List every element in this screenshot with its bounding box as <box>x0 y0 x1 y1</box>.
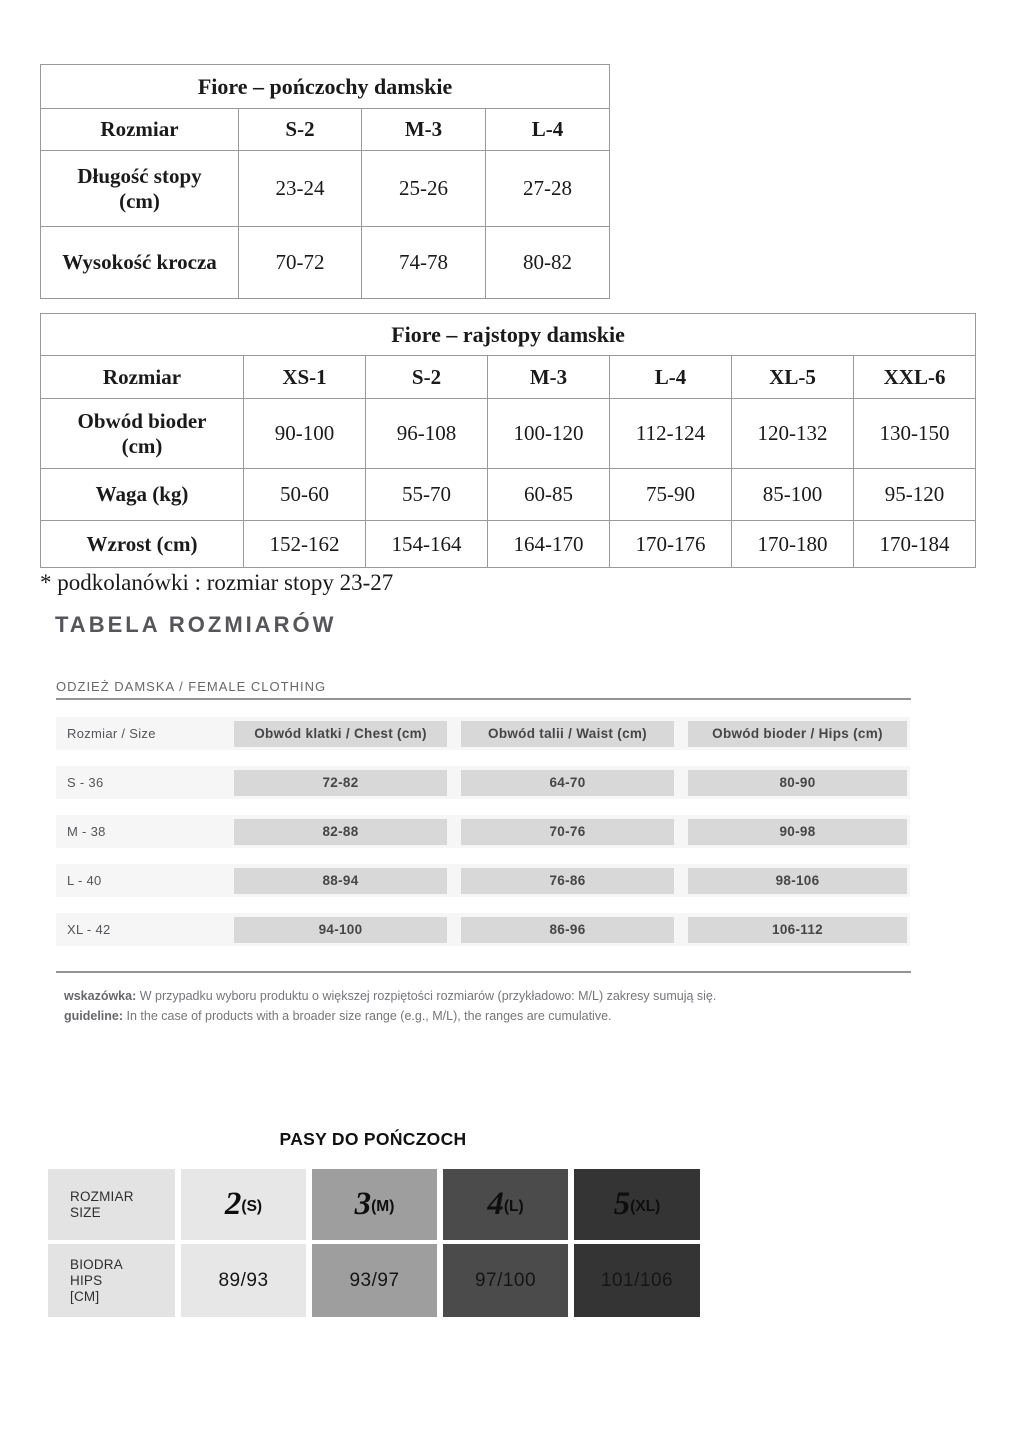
column-header: XL-5 <box>732 356 854 399</box>
column-header: M-3 <box>362 109 486 151</box>
size-cell: 120-132 <box>732 399 854 469</box>
garter-hips-row-label <box>48 1244 175 1317</box>
hint-pl-text: W przypadku wyboru produktu o większej rozpiętości rozmiarów (przykładowo: M/L) zakresy sumują się. <box>139 989 717 1003</box>
label-line: SIZE <box>70 1204 101 1220</box>
size-cell: 23-24 <box>239 151 362 227</box>
size-cell: 112-124 <box>610 399 732 469</box>
size-chart-header-row <box>56 717 910 750</box>
size-cell: 75-90 <box>610 469 732 521</box>
size-number: 4 <box>487 1186 504 1222</box>
size-label: S - 36 <box>67 775 104 790</box>
size-cell: 100-120 <box>488 399 610 469</box>
garter-hips-cell: 101/106 <box>574 1244 700 1317</box>
row-label: Wysokość krocza <box>41 227 239 299</box>
chest-value: 72-82 <box>234 770 447 796</box>
chest-value: 82-88 <box>234 819 447 845</box>
hint-en-text: In the case of products with a broader size range (e.g., M/L), the ranges are cumulative. <box>126 1009 612 1023</box>
column-header: XXL-6 <box>854 356 976 399</box>
size-cell: 90-100 <box>244 399 366 469</box>
row-label: Długość stopy (cm) <box>41 151 239 227</box>
row-label: Obwód bioder (cm) <box>41 399 244 469</box>
size-chart-row <box>56 815 910 848</box>
column-header: Rozmiar <box>41 109 239 151</box>
table-row <box>41 521 976 568</box>
tights-table-title: Fiore – rajstopy damskie <box>41 314 976 356</box>
stockings-title-row <box>41 65 610 109</box>
garter-hips-cell: 97/100 <box>443 1244 568 1317</box>
tights-header-row <box>41 356 976 399</box>
size-number: 5 <box>613 1186 631 1222</box>
column-header-hips: Obwód bioder / Hips (cm) <box>688 721 907 747</box>
size-cell: 25-26 <box>362 151 486 227</box>
size-label: L - 40 <box>67 873 102 888</box>
garter-hips-cell: 93/97 <box>312 1244 437 1317</box>
column-header: L-4 <box>610 356 732 399</box>
kneesocks-footnote: * podkolanówki : rozmiar stopy 23-27 <box>40 570 394 595</box>
row-label: Wzrost (cm) <box>41 521 244 568</box>
label-line: BIODRA <box>70 1256 123 1272</box>
stockings-header-row <box>41 109 610 151</box>
size-number: 2 <box>224 1186 242 1222</box>
size-label: M - 38 <box>67 824 106 839</box>
hint-pl <box>64 986 716 1006</box>
table-row <box>41 399 976 469</box>
size-cell: 170-184 <box>854 521 976 568</box>
size-cell: 152-162 <box>244 521 366 568</box>
size-cell: 154-164 <box>366 521 488 568</box>
hint-en <box>64 1006 716 1026</box>
garter-size-cell <box>181 1169 306 1240</box>
size-cell: 55-70 <box>366 469 488 521</box>
section-heading: TABELA ROZMIARÓW <box>55 612 337 637</box>
size-cell: 95-120 <box>854 469 976 521</box>
garter-size-cell <box>312 1169 437 1240</box>
garter-size-cell <box>574 1169 700 1240</box>
size-label: XL - 42 <box>67 922 111 937</box>
column-header: S-2 <box>239 109 362 151</box>
row-label: Waga (kg) <box>41 469 244 521</box>
column-header: XS-1 <box>244 356 366 399</box>
tights-title-row <box>41 314 976 356</box>
hips-value: 80-90 <box>688 770 907 796</box>
column-header: Rozmiar <box>41 356 244 399</box>
size-letter: (XL) <box>630 1198 661 1215</box>
hips-value: 98-106 <box>688 868 907 894</box>
waist-value: 70-76 <box>461 819 674 845</box>
label-line: [CM] <box>70 1288 100 1304</box>
size-cell: 27-28 <box>486 151 610 227</box>
size-cell: 70-72 <box>239 227 362 299</box>
table-row <box>41 227 610 299</box>
size-cell: 50-60 <box>244 469 366 521</box>
column-header: M-3 <box>488 356 610 399</box>
chest-value: 94-100 <box>234 917 447 943</box>
garter-belts-table <box>48 1169 700 1317</box>
garter-size-cell <box>443 1169 568 1240</box>
label-line: HIPS <box>70 1272 103 1288</box>
column-header: Rozmiar / Size <box>67 726 156 741</box>
hint-en-label: guideline: <box>64 1009 124 1023</box>
hint-pl-label: wskazówka: <box>64 989 137 1003</box>
size-letter: (S) <box>241 1198 263 1215</box>
size-chart-row <box>56 913 910 946</box>
waist-value: 64-70 <box>461 770 674 796</box>
size-cell: 130-150 <box>854 399 976 469</box>
size-chart-row <box>56 864 910 897</box>
table-row <box>41 151 610 227</box>
waist-value: 86-96 <box>461 917 674 943</box>
stockings-table-title: Fiore – pończochy damskie <box>41 65 610 109</box>
section-subheading: ODZIEŻ DAMSKA / FEMALE CLOTHING <box>56 679 327 694</box>
column-header: L-4 <box>486 109 610 151</box>
size-cell: 170-176 <box>610 521 732 568</box>
hips-value: 90-98 <box>688 819 907 845</box>
column-header-waist: Obwód talii / Waist (cm) <box>461 721 674 747</box>
size-cell: 74-78 <box>362 227 486 299</box>
size-cell: 164-170 <box>488 521 610 568</box>
size-number: 3 <box>354 1186 372 1222</box>
size-cell: 80-82 <box>486 227 610 299</box>
garter-belts-heading: PASY DO POŃCZOCH <box>279 1129 467 1149</box>
tights-size-table <box>40 313 976 568</box>
garter-size-row-label <box>48 1169 175 1240</box>
label-line: ROZMIAR <box>70 1188 134 1204</box>
size-letter: (L) <box>503 1198 524 1215</box>
size-chart-row <box>56 766 910 799</box>
chest-value: 88-94 <box>234 868 447 894</box>
stockings-size-table <box>40 64 610 299</box>
hips-value: 106-112 <box>688 917 907 943</box>
size-cell: 170-180 <box>732 521 854 568</box>
divider-line <box>56 698 911 700</box>
size-chart-hints <box>64 986 716 1026</box>
size-cell: 85-100 <box>732 469 854 521</box>
column-header-chest: Obwód klatki / Chest (cm) <box>234 721 447 747</box>
divider-line <box>56 971 911 973</box>
table-row <box>41 469 976 521</box>
waist-value: 76-86 <box>461 868 674 894</box>
size-letter: (M) <box>371 1198 395 1215</box>
size-cell: 60-85 <box>488 469 610 521</box>
column-header: S-2 <box>366 356 488 399</box>
garter-hips-cell: 89/93 <box>181 1244 306 1317</box>
size-cell: 96-108 <box>366 399 488 469</box>
